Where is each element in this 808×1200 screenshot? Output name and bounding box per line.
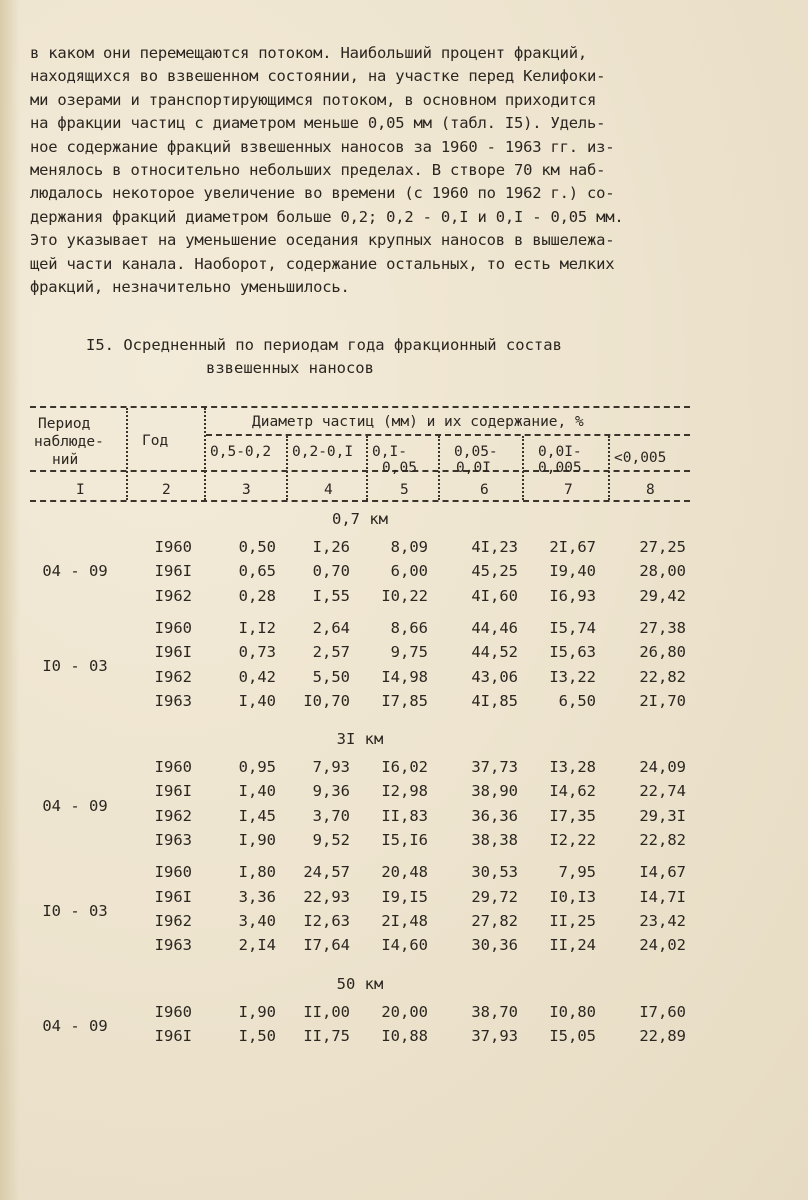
cell-value: 27,38 bbox=[639, 618, 686, 637]
cell-value: I,I2 bbox=[238, 618, 276, 637]
cell-value: I7,35 bbox=[549, 806, 596, 825]
section-title: 50 км bbox=[336, 974, 384, 993]
header-col-number: 8 bbox=[646, 482, 655, 498]
header-col-5: 0,05 bbox=[382, 460, 417, 476]
cell-year: I963 bbox=[154, 936, 192, 955]
table-row bbox=[30, 692, 690, 716]
cell-value: I0,88 bbox=[381, 1026, 428, 1045]
cell-year: I960 bbox=[154, 538, 192, 556]
header-rule-bottom bbox=[30, 500, 690, 502]
paragraph-line: менялось в относительно небольших пределах. В створе 70 км наб- bbox=[30, 160, 606, 179]
cell-value: 30,53 bbox=[471, 863, 518, 882]
table-row bbox=[30, 587, 690, 611]
header-divider bbox=[366, 436, 368, 500]
table-caption-line1: I5. Осредненный по периодам года фракционный состав bbox=[86, 336, 562, 354]
header-col-number: 7 bbox=[564, 482, 573, 498]
cell-value: 9,75 bbox=[390, 643, 428, 662]
cell-value: 38,38 bbox=[471, 831, 518, 849]
cell-year: I960 bbox=[154, 1002, 192, 1021]
cell-value: 0,73 bbox=[238, 643, 276, 662]
header-col-6: 0,0I bbox=[456, 460, 491, 476]
cell-year: I96I bbox=[154, 782, 192, 801]
header-col-number: 6 bbox=[480, 482, 489, 498]
cell-value: I,26 bbox=[312, 538, 350, 556]
cell-value: I4,98 bbox=[381, 667, 428, 686]
cell-value: I4,67 bbox=[639, 863, 686, 882]
cell-value: I0,I3 bbox=[549, 887, 596, 906]
header-col-number: 3 bbox=[242, 482, 251, 498]
cell-value: 22,74 bbox=[639, 782, 686, 801]
cell-value: 26,80 bbox=[639, 643, 686, 662]
cell-year: I960 bbox=[154, 863, 192, 882]
cell-year: I960 bbox=[154, 758, 192, 777]
header-col-8: <0,005 bbox=[614, 450, 667, 466]
cell-value: II,75 bbox=[303, 1026, 350, 1045]
cell-value: 0,50 bbox=[238, 538, 276, 556]
table-row bbox=[30, 643, 690, 667]
cell-value: 20,00 bbox=[381, 1002, 428, 1021]
header-col-3: 0,5-0,2 bbox=[210, 444, 272, 460]
cell-value: I4,60 bbox=[381, 936, 428, 955]
header-col-number: 5 bbox=[400, 482, 409, 498]
cell-year: I96I bbox=[154, 1026, 192, 1045]
cell-value: 4I,60 bbox=[471, 586, 518, 605]
cell-value: 37,93 bbox=[471, 1026, 518, 1045]
cell-value: 36,36 bbox=[471, 806, 518, 825]
cell-year: I96I bbox=[154, 887, 192, 906]
cell-value: 8,09 bbox=[390, 538, 428, 556]
cell-year: I962 bbox=[154, 667, 192, 686]
cell-value: I6,93 bbox=[549, 586, 596, 605]
cell-value: 29,3I bbox=[639, 806, 686, 825]
cell-year: I960 bbox=[154, 618, 192, 637]
header-col-number: 2 bbox=[162, 482, 171, 498]
header-divider bbox=[204, 408, 206, 500]
header-divider bbox=[438, 436, 440, 500]
paragraph-line: ное содержание фракций взвешенных наносов за 1960 - 1963 гг. из- bbox=[30, 137, 615, 156]
cell-value: II,00 bbox=[303, 1002, 350, 1021]
cell-value: 2I,48 bbox=[381, 911, 428, 930]
cell-value: 22,93 bbox=[303, 887, 350, 906]
cell-value: 29,72 bbox=[471, 887, 518, 906]
cell-value: 20,48 bbox=[381, 863, 428, 882]
cell-value: II,83 bbox=[381, 806, 428, 825]
cell-value: I5,63 bbox=[549, 643, 596, 662]
cell-value: 27,25 bbox=[639, 538, 686, 556]
cell-year: I962 bbox=[154, 806, 192, 825]
cell-value: I4,7I bbox=[639, 887, 686, 906]
cell-value: 3,70 bbox=[312, 806, 350, 825]
cell-value: I,50 bbox=[238, 1026, 276, 1045]
cell-value: I7,85 bbox=[381, 691, 428, 710]
cell-value: I2,98 bbox=[381, 782, 428, 801]
cell-value: 37,73 bbox=[471, 758, 518, 777]
cell-value: I,40 bbox=[238, 691, 276, 710]
cell-period: 04 - 09 bbox=[42, 796, 108, 815]
cell-value: 0,70 bbox=[312, 562, 350, 581]
table-header bbox=[30, 400, 690, 510]
cell-value: 9,36 bbox=[312, 782, 350, 801]
cell-value: 0,65 bbox=[238, 562, 276, 581]
cell-value: 43,06 bbox=[471, 667, 518, 686]
cell-value: 22,82 bbox=[639, 831, 686, 849]
header-group-title: Диаметр частиц (мм) и их содержание, % bbox=[252, 414, 584, 430]
table-row bbox=[30, 888, 690, 912]
paragraph-line: фракций, незначительно уменьшилось. bbox=[30, 277, 350, 296]
header-col-6: 0,05- bbox=[454, 444, 498, 460]
cell-period: I0 - 03 bbox=[42, 901, 108, 920]
cell-value: I5,05 bbox=[549, 1026, 596, 1045]
cell-value: I0,70 bbox=[303, 691, 350, 710]
table-caption bbox=[86, 334, 726, 380]
cell-value: 22,82 bbox=[639, 667, 686, 686]
section-title: 0,7 км bbox=[332, 510, 388, 528]
cell-value: I7,64 bbox=[303, 936, 350, 955]
cell-year: I962 bbox=[154, 586, 192, 605]
header-col-7: 0,0I- bbox=[538, 444, 582, 460]
cell-value: 5,50 bbox=[312, 667, 350, 686]
cell-value: I9,I5 bbox=[381, 887, 428, 906]
cell-value: I,40 bbox=[238, 782, 276, 801]
header-col-4: 0,2-0,I bbox=[292, 444, 354, 460]
header-period: наблюде- bbox=[34, 434, 104, 450]
table-row bbox=[30, 831, 690, 855]
cell-period: 04 - 09 bbox=[42, 1016, 108, 1035]
cell-year: I963 bbox=[154, 691, 192, 710]
header-divider bbox=[522, 436, 524, 500]
paragraph-line: людалось некоторое увеличение во времени (с 1960 по 1962 г.) со- bbox=[30, 184, 615, 203]
cell-value: II,25 bbox=[549, 911, 596, 930]
cell-value: 38,70 bbox=[471, 1002, 518, 1021]
cell-value: 2,57 bbox=[312, 643, 350, 662]
header-col-number: I bbox=[76, 482, 85, 498]
header-divider bbox=[126, 408, 128, 500]
header-rule-mid bbox=[30, 470, 690, 472]
cell-value: 30,36 bbox=[471, 936, 518, 955]
section-title: 3I км bbox=[336, 730, 384, 749]
header-col-number: 4 bbox=[324, 482, 333, 498]
cell-value: I0,22 bbox=[381, 586, 428, 605]
cell-value: I2,22 bbox=[549, 831, 596, 849]
cell-value: 44,52 bbox=[471, 643, 518, 662]
cell-value: I9,40 bbox=[549, 562, 596, 581]
paragraph-line: находящихся во взвешенном состоянии, на участке перед Келифоки- bbox=[30, 67, 606, 86]
cell-value: 2I,70 bbox=[639, 691, 686, 710]
table-row bbox=[30, 912, 690, 936]
header-period: ний bbox=[52, 452, 79, 468]
cell-value: 7,95 bbox=[558, 863, 596, 882]
cell-value: I3,22 bbox=[549, 667, 596, 686]
cell-value: I5,74 bbox=[549, 618, 596, 637]
table-row bbox=[30, 807, 690, 831]
cell-value: 7,93 bbox=[312, 758, 350, 777]
cell-year: I96I bbox=[154, 562, 192, 581]
paragraph-line: щей части канала. Наоборот, содержание остальных, то есть мелких bbox=[30, 254, 615, 273]
cell-period: 04 - 09 bbox=[42, 562, 108, 581]
cell-value: 6,50 bbox=[558, 691, 596, 710]
table-row bbox=[30, 619, 690, 643]
cell-value: I4,62 bbox=[549, 782, 596, 801]
cell-value: 0,42 bbox=[238, 667, 276, 686]
cell-value: 4I,23 bbox=[471, 538, 518, 556]
cell-value: 28,00 bbox=[639, 562, 686, 581]
cell-value: I6,02 bbox=[381, 758, 428, 777]
table-row bbox=[30, 1003, 690, 1027]
page-edge-shadow bbox=[0, 0, 20, 1200]
cell-value: 44,46 bbox=[471, 618, 518, 637]
table-row bbox=[30, 863, 690, 887]
cell-value: I3,28 bbox=[549, 758, 596, 777]
paragraph-line: в каком они перемещаются потоком. Наибольший процент фракций, bbox=[30, 44, 588, 62]
cell-year: I962 bbox=[154, 911, 192, 930]
cell-value: II,24 bbox=[549, 936, 596, 955]
cell-value: 2,64 bbox=[312, 618, 350, 637]
paragraph-line: ми озерами и транспортирующимся потоком, в основном приходится bbox=[30, 90, 597, 109]
cell-value: I,45 bbox=[238, 806, 276, 825]
cell-value: 23,42 bbox=[639, 911, 686, 930]
cell-value: 3,36 bbox=[238, 887, 276, 906]
cell-value: 38,90 bbox=[471, 782, 518, 801]
header-rule-group bbox=[206, 434, 690, 436]
cell-value: 27,82 bbox=[471, 911, 518, 930]
cell-value: I7,60 bbox=[639, 1002, 686, 1021]
cell-value: 24,02 bbox=[639, 936, 686, 955]
cell-value: I,80 bbox=[238, 863, 276, 882]
header-rule-top bbox=[30, 406, 690, 408]
table-row bbox=[30, 782, 690, 806]
table-row bbox=[30, 562, 690, 586]
body-paragraph bbox=[30, 42, 710, 299]
cell-value: I,90 bbox=[238, 831, 276, 849]
cell-value: 9,52 bbox=[312, 831, 350, 849]
paragraph-line: Это указывает на уменьшение оседания крупных наносов в вышележа- bbox=[30, 231, 615, 250]
cell-value: 8,66 bbox=[390, 618, 428, 637]
cell-value: 0,28 bbox=[238, 586, 276, 605]
header-col-5: 0,I- bbox=[372, 444, 407, 460]
cell-value: I0,80 bbox=[549, 1002, 596, 1021]
cell-value: 0,95 bbox=[238, 758, 276, 777]
cell-value: 45,25 bbox=[471, 562, 518, 581]
cell-value: I,90 bbox=[238, 1002, 276, 1021]
cell-value: I2,63 bbox=[303, 911, 350, 930]
cell-value: 4I,85 bbox=[471, 691, 518, 710]
table-caption-line2: взвешенных наносов bbox=[206, 359, 374, 377]
paragraph-line: на фракции частиц с диаметром меньше 0,05 мм (табл. I5). Удель- bbox=[30, 114, 606, 133]
header-col-7: 0,005 bbox=[538, 460, 582, 476]
paragraph-line: держания фракций диаметром больше 0,2; 0,2 - 0,I и 0,I - 0,05 мм. bbox=[30, 207, 624, 226]
cell-value: 2,I4 bbox=[238, 936, 276, 955]
header-divider bbox=[286, 436, 288, 500]
cell-year: I96I bbox=[154, 643, 192, 662]
header-year: Год bbox=[142, 433, 169, 449]
cell-period: I0 - 03 bbox=[42, 657, 108, 676]
cell-value: 24,57 bbox=[303, 863, 350, 882]
cell-year: I963 bbox=[154, 831, 192, 849]
table-row bbox=[30, 538, 690, 562]
header-period: Период bbox=[38, 416, 91, 432]
table-row bbox=[30, 936, 690, 960]
cell-value: I5,I6 bbox=[381, 831, 428, 849]
cell-value: 6,00 bbox=[390, 562, 428, 581]
cell-value: 3,40 bbox=[238, 911, 276, 930]
cell-value: 24,09 bbox=[639, 758, 686, 777]
cell-value: I,55 bbox=[312, 586, 350, 605]
header-divider bbox=[608, 436, 610, 500]
table-row bbox=[30, 668, 690, 692]
cell-value: 22,89 bbox=[639, 1026, 686, 1045]
cell-value: 2I,67 bbox=[549, 538, 596, 556]
table-row bbox=[30, 1027, 690, 1051]
table-row bbox=[30, 758, 690, 782]
cell-value: 29,42 bbox=[639, 586, 686, 605]
